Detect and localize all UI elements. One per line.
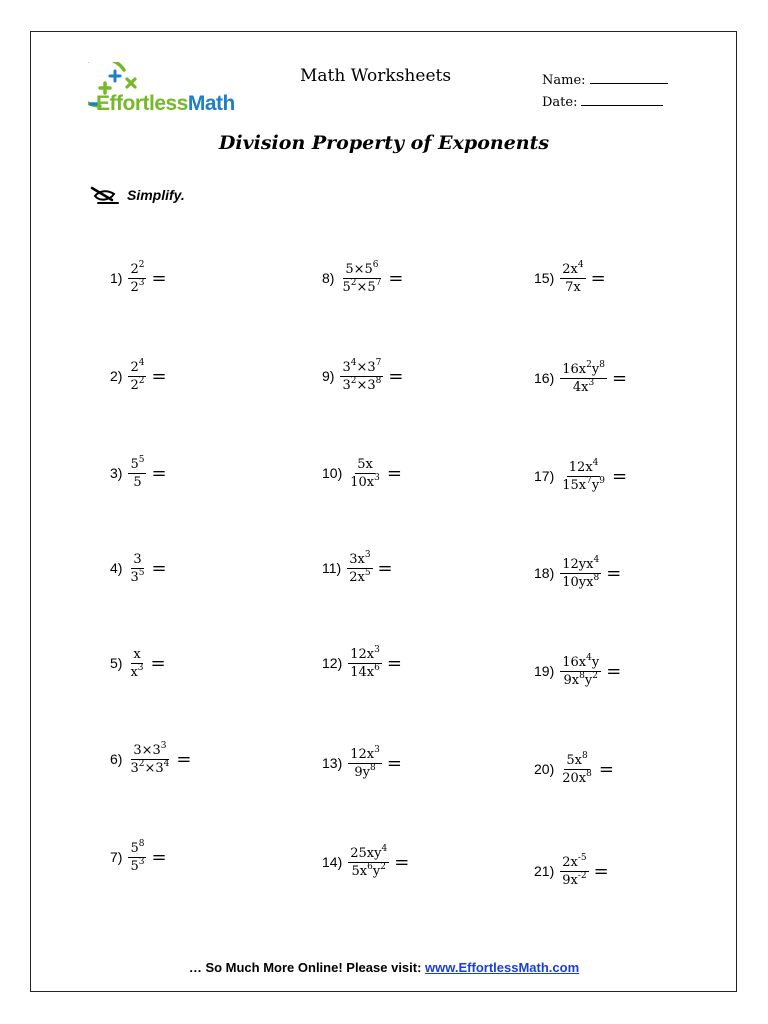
denominator: $2^3$	[130, 277, 145, 295]
fraction	[128, 840, 146, 875]
equals-sign: =	[150, 652, 166, 674]
denominator: 7x	[565, 279, 581, 295]
numerator: $2x^{-5}$	[562, 852, 587, 870]
problem-14	[322, 832, 409, 892]
problem-number: 9)	[322, 368, 335, 384]
equals-sign: =	[386, 462, 402, 484]
equals-sign: =	[388, 365, 404, 387]
numerator: $3x^3$	[349, 549, 371, 567]
fraction	[128, 261, 146, 296]
fraction	[560, 654, 601, 689]
fraction	[128, 646, 145, 681]
fraction	[560, 556, 601, 591]
page-title: Division Property of Exponents	[218, 132, 550, 154]
problem-number: 3)	[110, 465, 123, 481]
problem-8	[322, 248, 403, 308]
equals-sign: =	[394, 851, 410, 873]
fraction	[560, 752, 594, 787]
problem-4	[110, 538, 167, 598]
denominator: $4x^3$	[572, 377, 595, 395]
numerator: $5x^8$	[566, 750, 588, 768]
problem-16	[534, 348, 627, 408]
denominator: $2x^5$	[349, 567, 371, 585]
numerator: $12x^3$	[350, 644, 380, 662]
problem-17	[534, 446, 627, 506]
equals-sign: =	[606, 660, 622, 682]
denominator: $x^3$	[130, 662, 144, 680]
instruction-text: Simplify.	[127, 187, 185, 203]
numerator: $5^8$	[130, 838, 145, 856]
numerator: $3^4\times 3^7$	[342, 357, 382, 375]
denominator: $3^2\times 3^4$	[130, 758, 170, 776]
equals-sign: =	[176, 748, 192, 770]
equals-sign: =	[388, 267, 404, 289]
numerator: $3\times 3^3$	[133, 740, 167, 758]
numerator: $12x^4$	[568, 457, 599, 475]
footer-text: … So Much More Online! Please visit:	[188, 960, 426, 975]
problem-11	[322, 538, 393, 598]
problem-number: 20)	[534, 761, 555, 777]
equals-sign: =	[606, 562, 622, 584]
problem-number: 5)	[110, 655, 123, 671]
denominator: $9x^8y^2$	[563, 670, 598, 688]
denominator: $3^5$	[130, 567, 145, 585]
denominator: 5	[133, 474, 142, 490]
date-blank	[581, 93, 663, 106]
equals-sign: =	[151, 846, 167, 868]
problem-number: 15)	[534, 270, 555, 286]
numerator: x	[133, 646, 141, 662]
problem-number: 7)	[110, 849, 123, 865]
denominator: $9x^{-2}$	[562, 870, 587, 888]
numerator: $12yx^4$	[562, 554, 600, 572]
denominator: $5^2\times 5^7$	[342, 277, 382, 295]
fraction	[560, 261, 585, 296]
fraction	[560, 361, 607, 396]
problem-12	[322, 633, 402, 693]
problem-18	[534, 543, 621, 603]
numerator: 5x	[357, 456, 373, 472]
numerator: 3	[133, 551, 142, 567]
problem-9	[322, 346, 403, 406]
fraction	[128, 551, 146, 586]
equals-sign: =	[386, 652, 402, 674]
name-blank	[590, 71, 668, 84]
fraction	[340, 261, 383, 296]
numerator: $2x^4$	[562, 259, 584, 277]
pencil-icon	[90, 184, 120, 206]
footer-link[interactable]: www.EffortlessMath.com	[425, 960, 580, 975]
date-label: Date:	[542, 95, 578, 110]
denominator: $10yx^8$	[562, 572, 600, 590]
denominator: $15x^7y^9$	[562, 475, 605, 493]
fraction	[348, 646, 382, 681]
fraction	[128, 359, 146, 394]
problem-number: 12)	[322, 655, 343, 671]
fraction	[340, 359, 383, 394]
problem-number: 2)	[110, 368, 123, 384]
denominator: $5x^6y^2$	[351, 861, 386, 879]
equals-sign: =	[593, 860, 609, 882]
equals-sign: =	[598, 758, 614, 780]
equals-sign: =	[151, 267, 167, 289]
denominator: $3^2\times 3^8$	[342, 375, 382, 393]
problem-21	[534, 841, 609, 901]
numerator: $12x^3$	[350, 744, 380, 762]
problem-7	[110, 827, 167, 887]
problem-20	[534, 739, 614, 799]
fraction	[560, 854, 588, 889]
problem-number: 11)	[322, 560, 342, 576]
numerator: $2^2$	[130, 259, 145, 277]
problem-number: 21)	[534, 863, 555, 879]
equals-sign: =	[386, 752, 402, 774]
equals-sign: =	[151, 365, 167, 387]
denominator: $5^3$	[130, 856, 145, 874]
problem-10	[322, 443, 402, 503]
problem-number: 19)	[534, 663, 555, 679]
fraction	[347, 551, 372, 586]
equals-sign: =	[590, 267, 606, 289]
problem-19	[534, 641, 621, 701]
problem-number: 16)	[534, 370, 555, 386]
fraction	[348, 456, 382, 491]
problem-2	[110, 346, 167, 406]
equals-sign: =	[377, 557, 393, 579]
problem-6	[110, 729, 191, 789]
problem-number: 17)	[534, 468, 555, 484]
name-field	[542, 71, 668, 88]
numerator: $16x^2y^8$	[562, 359, 605, 377]
denominator: $2^2$	[130, 375, 145, 393]
numerator: $5\times 5^6$	[345, 259, 379, 277]
denominator: $20x^8$	[562, 768, 592, 786]
problem-number: 1)	[110, 270, 123, 286]
problem-number: 14)	[322, 854, 343, 870]
denominator: $14x^6$	[350, 662, 380, 680]
equals-sign: =	[151, 557, 167, 579]
date-field	[542, 93, 663, 110]
footer	[0, 960, 768, 975]
denominator: $10x^3$	[350, 472, 380, 490]
problem-5	[110, 633, 166, 693]
problem-number: 6)	[110, 751, 123, 767]
fraction	[348, 746, 382, 781]
problem-3	[110, 443, 167, 503]
equals-sign: =	[611, 367, 628, 389]
numerator: $25xy^4$	[350, 843, 388, 861]
problem-number: 8)	[322, 270, 335, 286]
problem-15	[534, 248, 606, 308]
numerator: $2^4$	[130, 357, 145, 375]
problem-number: 13)	[322, 755, 343, 771]
problem-1	[110, 248, 167, 308]
logo-wordmark: EffortlessMath	[96, 92, 235, 115]
numerator: $16x^4y$	[562, 652, 600, 670]
numerator: $5^5$	[130, 454, 145, 472]
denominator: $9y^8$	[354, 762, 376, 780]
name-label: Name:	[542, 73, 586, 88]
fraction	[128, 456, 146, 491]
fraction	[348, 845, 389, 880]
fraction	[560, 459, 607, 494]
fraction	[128, 742, 171, 777]
problem-number: 10)	[322, 465, 343, 481]
problem-number: 4)	[110, 560, 123, 576]
header-title: Math Worksheets	[300, 66, 452, 86]
equals-sign: =	[151, 462, 167, 484]
equals-sign: =	[611, 465, 628, 487]
problem-number: 18)	[534, 565, 555, 581]
problem-13	[322, 733, 402, 793]
